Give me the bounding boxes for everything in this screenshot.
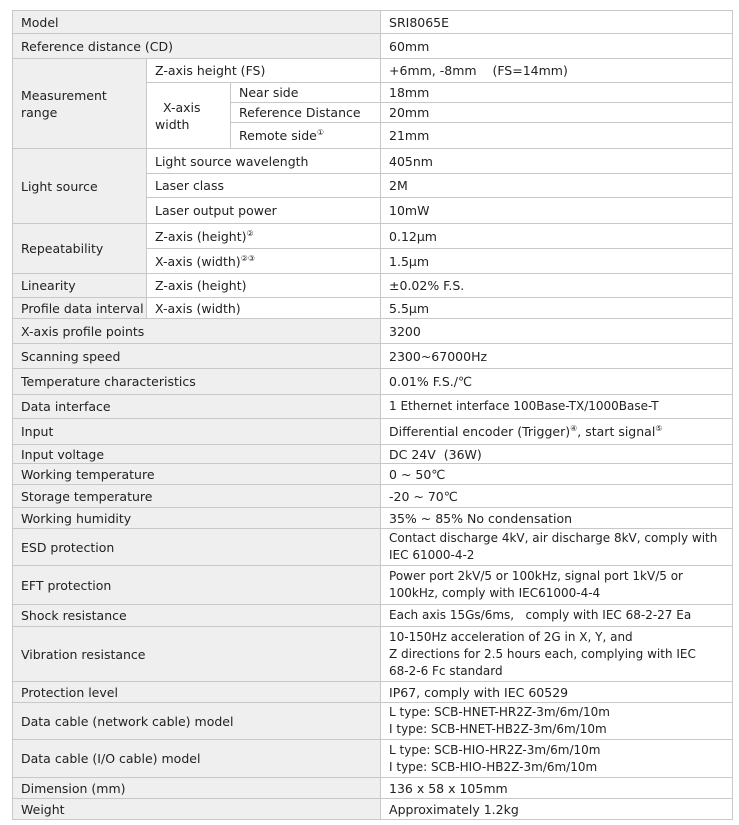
value-netcable [381, 703, 733, 740]
label-linearity: Linearity [13, 274, 147, 298]
label-weight: Weight [13, 799, 381, 820]
value-meas-ref: 20mm [381, 103, 733, 123]
row-netcable [13, 703, 733, 740]
note-repeat-z: ② [246, 228, 254, 238]
value-meas-remote: 21mm [381, 123, 733, 149]
label-meas-x [147, 83, 231, 149]
row-light-wl [13, 149, 733, 174]
value-cd: 60mm [381, 34, 733, 59]
row-humidity [13, 508, 733, 529]
value-meas-near: 18mm [381, 83, 733, 103]
label-humidity: Working humidity [13, 508, 381, 529]
value-netcable-line2: I type: SCB-HNET-HB2Z-3m/6m/10m [389, 722, 607, 736]
value-speed: 2300~67000Hz [381, 344, 733, 369]
label-meas-x-2: width [155, 116, 190, 132]
label-dimension: Dimension (mm) [13, 778, 381, 799]
value-esd-line1: Contact discharge 4kV, air discharge 8kV, comply with [389, 531, 718, 545]
label-storetemp: Storage temperature [13, 485, 381, 508]
row-linearity [13, 274, 733, 298]
value-light-power: 10mW [381, 198, 733, 224]
value-input [381, 419, 733, 445]
value-weight: Approximately 1.2kg [381, 799, 733, 820]
row-tempchar [13, 369, 733, 395]
label-esd: ESD protection [13, 529, 381, 566]
row-repeat-z [13, 224, 733, 249]
label-meas-remote [231, 123, 381, 149]
value-vibration-line1: 10-150Hz acceleration of 2G in X, Y, and [389, 629, 633, 644]
label-repeat-z [147, 224, 381, 249]
label-protection: Protection level [13, 682, 381, 703]
label-light-power: Laser output power [147, 198, 381, 224]
value-iocable [381, 740, 733, 778]
label-netcable: Data cable (network cable) model [13, 703, 381, 740]
value-humidity: 35% ~ 85% No condensation [381, 508, 733, 529]
label-speed: Scanning speed [13, 344, 381, 369]
row-esd [13, 529, 733, 566]
sub-interval: X-axis (width) [147, 298, 381, 319]
value-eft-line1: Power port 2kV/5 or 100kHz, signal port 1kV/5 or [389, 569, 683, 583]
label-repeat-x [147, 249, 381, 274]
value-datainterface: 1 Ethernet interface 100Base-TX/1000Base-T [381, 395, 733, 419]
row-interval [13, 298, 733, 319]
sub-linearity: Z-axis (height) [147, 274, 381, 298]
value-tempchar: 0.01% F.S./℃ [381, 369, 733, 395]
value-light-class: 2M [381, 174, 733, 198]
value-protection: IP67, comply with IEC 60529 [381, 682, 733, 703]
label-repeat: Repeatability [13, 224, 147, 274]
value-esd-line2: IEC 61000-4-2 [389, 548, 475, 562]
label-input: Input [13, 419, 381, 445]
row-eft [13, 566, 733, 605]
row-shock [13, 605, 733, 627]
row-datainterface [13, 395, 733, 419]
note-remote: ① [316, 127, 324, 137]
label-eft: EFT protection [13, 566, 381, 605]
label-repeat-z-text: Z-axis (height) [155, 228, 247, 244]
value-interval: 5.5μm [381, 298, 733, 319]
row-meas-z [13, 59, 733, 83]
note-input-b: ⑤ [655, 423, 663, 433]
value-storetemp: -20 ~ 70℃ [381, 485, 733, 508]
row-model [13, 11, 733, 34]
label-vibration: Vibration resistance [13, 627, 381, 682]
label-meas-ref: Reference Distance [231, 103, 381, 123]
value-vibration-line3: 68-2-6 Fc standard [389, 663, 503, 678]
label-light-class: Laser class [147, 174, 381, 198]
value-shock: Each axis 15Gs/6ms, comply with IEC 68-2-27 Ea [381, 605, 733, 627]
row-protection [13, 682, 733, 703]
note-repeat-x: ②③ [240, 253, 256, 263]
row-worktemp [13, 464, 733, 485]
label-light: Light source [13, 149, 147, 224]
value-vibration-line2: Z directions for 2.5 hours each, complying with IEC [389, 646, 696, 661]
note-input-a: ④ [570, 423, 578, 433]
label-meas-x-1: X-axis [163, 99, 201, 115]
value-voltage: DC 24V (36W) [381, 445, 733, 464]
label-shock: Shock resistance [13, 605, 381, 627]
row-speed [13, 344, 733, 369]
value-netcable-line1: L type: SCB-HNET-HR2Z-3m/6m/10m [389, 705, 610, 719]
value-eft [381, 566, 733, 605]
value-repeat-x: 1.5μm [381, 249, 733, 274]
label-iocable: Data cable (I/O cable) model [13, 740, 381, 778]
value-light-wl: 405nm [381, 149, 733, 174]
value-input-a: Differential encoder (Trigger) [389, 424, 571, 439]
value-repeat-z: 0.12μm [381, 224, 733, 249]
value-eft-line2: 100kHz, comply with IEC61000-4-4 [389, 586, 601, 600]
value-model: SRI8065E [381, 11, 733, 34]
row-storetemp [13, 485, 733, 508]
row-vibration [13, 627, 733, 682]
row-dimension [13, 778, 733, 799]
label-model: Model [13, 11, 381, 34]
spec-table [12, 10, 733, 820]
value-dimension: 136 x 58 x 105mm [381, 778, 733, 799]
row-voltage [13, 445, 733, 464]
label-points: X-axis profile points [13, 319, 381, 344]
label-light-wl: Light source wavelength [147, 149, 381, 174]
row-weight [13, 799, 733, 820]
row-cd [13, 34, 733, 59]
label-meas-near: Near side [231, 83, 381, 103]
row-iocable [13, 740, 733, 778]
value-points: 3200 [381, 319, 733, 344]
label-meas-remote-text: Remote side [239, 128, 317, 143]
value-meas-z: +6mm, -8mm (FS=14mm) [381, 59, 733, 83]
value-esd [381, 529, 733, 566]
label-tempchar: Temperature characteristics [13, 369, 381, 395]
label-meas-z: Z-axis height (FS) [147, 59, 381, 83]
label-datainterface: Data interface [13, 395, 381, 419]
value-vibration [381, 627, 733, 682]
label-voltage: Input voltage [13, 445, 381, 464]
value-worktemp: 0 ~ 50℃ [381, 464, 733, 485]
value-iocable-line1: L type: SCB-HIO-HR2Z-3m/6m/10m [389, 742, 601, 757]
label-cd: Reference distance (CD) [13, 34, 381, 59]
label-worktemp: Working temperature [13, 464, 381, 485]
label-meas: Measurement range [13, 59, 147, 149]
value-linearity: ±0.02% F.S. [381, 274, 733, 298]
label-repeat-x-text: X-axis (width) [155, 253, 241, 269]
row-points [13, 319, 733, 344]
value-iocable-line2: I type: SCB-HIO-HB2Z-3m/6m/10m [389, 759, 598, 774]
value-input-b: , start signal [577, 424, 656, 439]
label-interval: Profile data interval [13, 298, 147, 319]
row-input [13, 419, 733, 445]
